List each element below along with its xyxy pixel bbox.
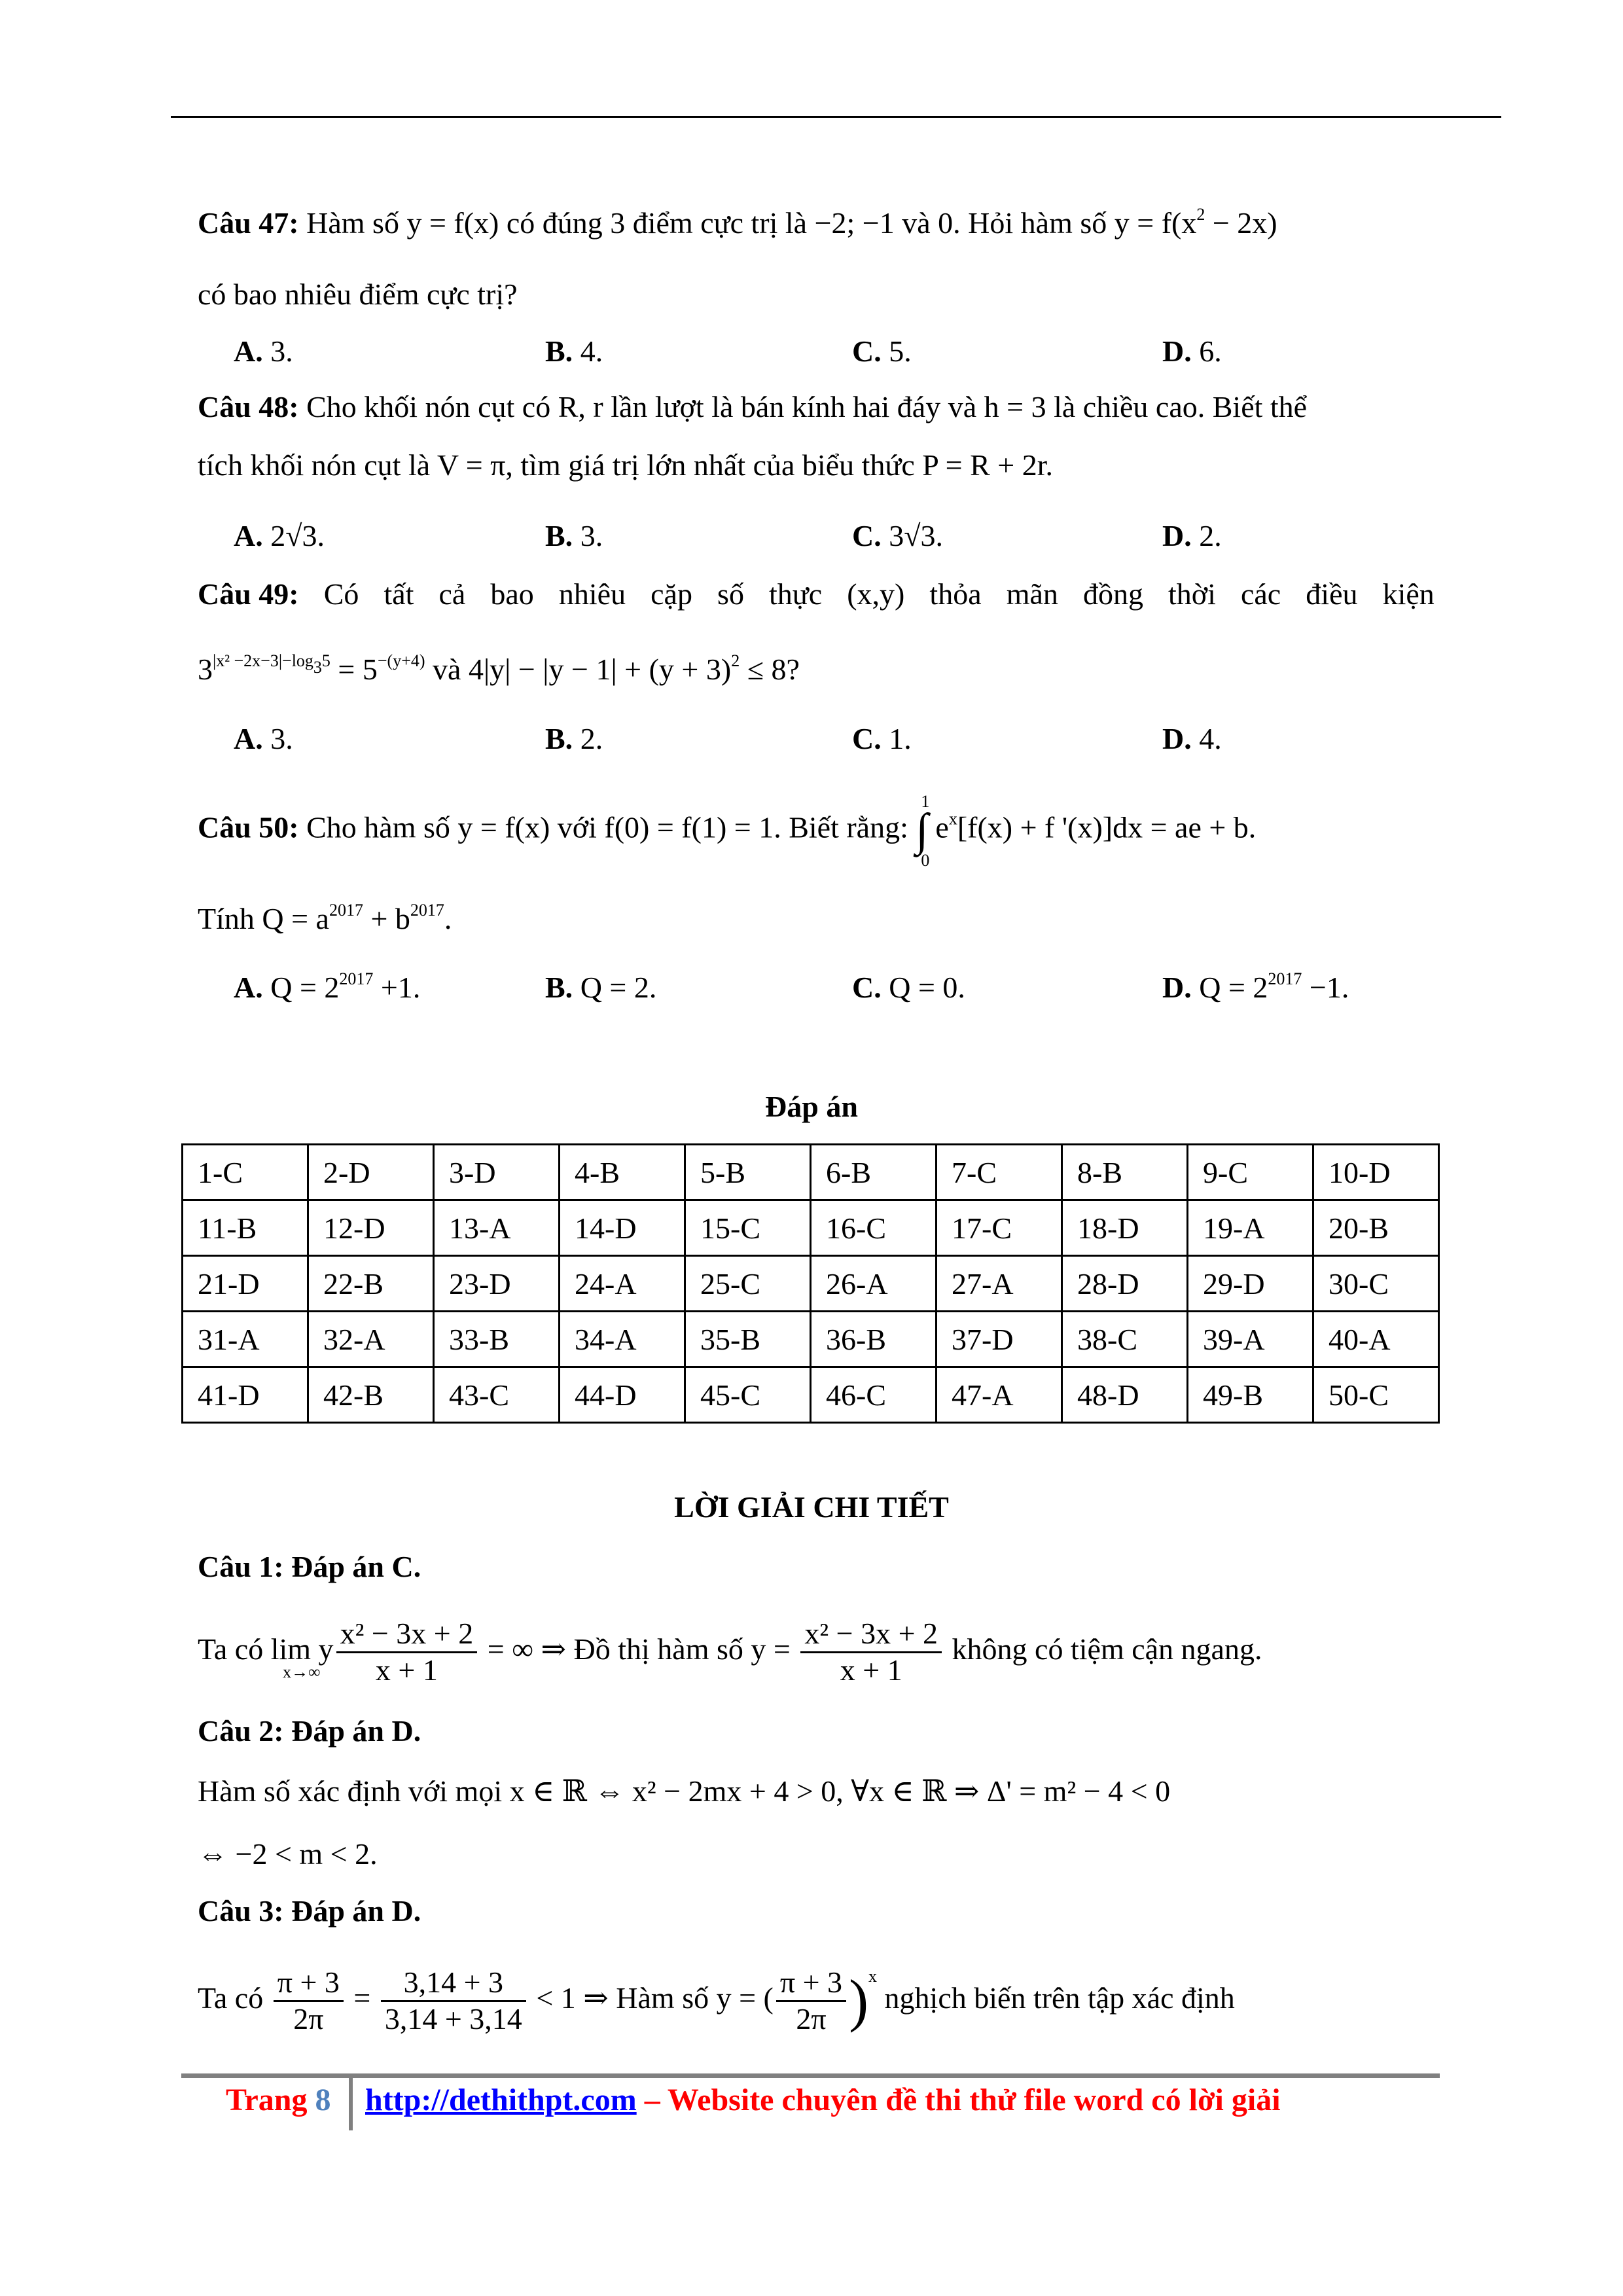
answer-cell: 23-D <box>434 1256 560 1312</box>
answer-cell: 49-B <box>1188 1367 1313 1423</box>
exponent: 2 <box>1196 205 1205 224</box>
question-word: (x,y) <box>847 577 905 611</box>
solution-text: nghịch biến trên tập xác định <box>877 1981 1235 2015</box>
fraction <box>274 1965 344 2037</box>
option-key: B. <box>545 722 573 755</box>
answer-cell: 32-A <box>308 1312 434 1367</box>
option-value: +1. <box>373 971 421 1004</box>
solution-text: < 1 ⇒ Hàm số y = ( <box>528 1981 774 2015</box>
answer-cell: 40-A <box>1313 1312 1439 1367</box>
solution-2-title: Câu 2: Đáp án D. <box>198 1714 421 1748</box>
answer-cell: 37-D <box>936 1312 1062 1367</box>
question-word: Có <box>323 577 359 611</box>
question-47 <box>198 205 1277 240</box>
question-label: Câu 48: <box>198 390 299 423</box>
answer-cell: 35-B <box>685 1312 811 1367</box>
option-value: 4. <box>1199 722 1222 755</box>
answer-cell: 2-D <box>308 1145 434 1200</box>
option-value: 6. <box>1199 334 1222 368</box>
answer-cell: 11-B <box>183 1200 308 1256</box>
option-b <box>545 724 603 754</box>
solution-text: Ta có lim y <box>198 1632 334 1666</box>
question-word: tất <box>383 577 414 611</box>
answer-cell: 48-D <box>1062 1367 1188 1423</box>
solution-text: = ∞ ⇒ Đồ thị hàm số y = <box>480 1632 798 1666</box>
answer-cell: 5-B <box>685 1145 811 1200</box>
option-key: C. <box>852 722 882 755</box>
answer-cell: 15-C <box>685 1200 811 1256</box>
answer-cell: 47-A <box>936 1367 1062 1423</box>
option-b <box>545 521 603 551</box>
fraction <box>336 1617 478 1688</box>
answer-cell: 29-D <box>1188 1256 1313 1312</box>
answer-cell: 20-B <box>1313 1200 1439 1256</box>
answer-cell: 3-D <box>434 1145 560 1200</box>
formula-text: và 4|y| − |y − 1| + (y + 3) <box>425 653 732 686</box>
solution-3-title: Câu 3: Đáp án D. <box>198 1894 421 1928</box>
option-value: 3√3. <box>889 519 943 552</box>
solutions-title: LỜI GIẢI CHI TIẾT <box>674 1490 949 1524</box>
option-key: B. <box>545 971 573 1004</box>
table-row <box>183 1200 1439 1256</box>
answer-cell: 8-B <box>1062 1145 1188 1200</box>
formula-exponent: |x² −2x−3|−log <box>213 651 313 670</box>
option-c <box>852 724 912 754</box>
answer-cell: 46-C <box>811 1367 936 1423</box>
question-text: − 2x) <box>1205 206 1277 240</box>
page-number <box>226 2085 330 2116</box>
option-value: Q = 2 <box>1199 971 1268 1004</box>
question-word: bao <box>490 577 534 611</box>
option-c <box>852 336 912 367</box>
page-num: 8 <box>315 2083 331 2117</box>
answer-cell: 25-C <box>685 1256 811 1312</box>
option-key: D. <box>1162 971 1192 1004</box>
answer-cell: 38-C <box>1062 1312 1188 1367</box>
option-key: C. <box>852 334 882 368</box>
option-key: D. <box>1162 519 1192 552</box>
question-label: Câu 47: <box>198 206 299 240</box>
denominator: x + 1 <box>375 1653 438 1687</box>
solution-text: = <box>346 1981 378 2015</box>
question-50 <box>198 792 1257 870</box>
question-word: điều <box>1306 577 1358 611</box>
solution-3-body: Ta có $\frac{\pi + 3}{2\pi}$ = $\frac{3,14 + 3}{3,14 + 3,14}$ < 1 ⇒ Hàm số y = ( $\frac{\pi + 3}{2\pi}$ )$^x$ nghịch biến trên tập xác định <box>198 1965 1235 2036</box>
option-key: D. <box>1162 722 1192 755</box>
formula-text: ≤ 8? <box>740 653 800 686</box>
answer-cell: 34-A <box>560 1312 685 1367</box>
option-key: B. <box>545 519 573 552</box>
answer-cell: 7-C <box>936 1145 1062 1200</box>
answer-cell: 39-A <box>1188 1312 1313 1367</box>
answer-cell: 44-D <box>560 1367 685 1423</box>
header-rule <box>171 116 1501 118</box>
formula-text: [f(x) + f '(x)]dx = ae + b. <box>957 810 1257 844</box>
question-word: kiện <box>1382 577 1435 611</box>
answer-cell: 16-C <box>811 1200 936 1256</box>
question-47-line2: có bao nhiêu điểm cực trị? <box>198 278 518 311</box>
option-d <box>1162 724 1222 754</box>
formula-exponent: 5 <box>321 651 330 670</box>
answer-cell: 33-B <box>434 1312 560 1367</box>
option-b <box>545 973 656 1003</box>
option-value: 3. <box>270 334 293 368</box>
question-text: + b <box>363 902 410 935</box>
exponent: 2017 <box>329 901 363 920</box>
formula-text: e <box>935 810 949 844</box>
numerator: π + 3 <box>274 1965 344 2002</box>
option-a <box>234 336 293 367</box>
option-d <box>1162 969 1349 1004</box>
exponent: 2017 <box>1268 969 1302 988</box>
question-word: thời <box>1168 577 1216 611</box>
answer-cell: 26-A <box>811 1256 936 1312</box>
question-label: Câu 50: <box>198 810 299 844</box>
option-key: D. <box>1162 334 1192 368</box>
exponent: x <box>948 809 957 829</box>
formula-exponent: −(y+4) <box>377 651 425 670</box>
answer-cell: 19-A <box>1188 1200 1313 1256</box>
page-label: Trang <box>226 2083 308 2117</box>
answer-cell: 41-D <box>183 1367 308 1423</box>
option-value: 1. <box>889 722 912 755</box>
option-c <box>852 973 965 1003</box>
option-key: A. <box>234 722 263 755</box>
solution-2-line1: Hàm số xác định với mọi x ∈ ℝ ⇔ x² − 2mx + 4 > 0, ∀x ∈ ℝ ⇒ Δ' = m² − 4 < 0 <box>198 1774 1171 1808</box>
integral-lower: 0 <box>921 851 930 870</box>
answer-cell: 18-D <box>1062 1200 1188 1256</box>
formula-exponent: 2 <box>731 651 740 670</box>
table-row <box>183 1145 1439 1200</box>
answer-cell: 10-D <box>1313 1145 1439 1200</box>
option-value: 2. <box>1199 519 1222 552</box>
answer-cell: 12-D <box>308 1200 434 1256</box>
answer-cell: 45-C <box>685 1367 811 1423</box>
option-a <box>234 724 293 754</box>
answer-cell: 22-B <box>308 1256 434 1312</box>
table-row <box>183 1312 1439 1367</box>
question-word: đồng <box>1082 577 1143 611</box>
answer-cell: 27-A <box>936 1256 1062 1312</box>
answer-cell: 21-D <box>183 1256 308 1312</box>
log-base: 3 <box>313 658 322 677</box>
answers-table <box>181 1143 1440 1424</box>
option-value: 2. <box>580 722 603 755</box>
footer-rule <box>181 2073 1440 2078</box>
numerator: π + 3 <box>776 1965 846 2002</box>
formula-base: 3 <box>198 653 213 686</box>
question-word: số <box>717 577 744 611</box>
answer-cell: 50-C <box>1313 1367 1439 1423</box>
question-text: . <box>444 902 452 935</box>
option-key: A. <box>234 519 263 552</box>
option-key: C. <box>852 519 882 552</box>
question-text: Tính Q = a <box>198 902 329 935</box>
exponent: x <box>868 1966 878 1986</box>
option-value: 4. <box>580 334 603 368</box>
limit-subscript: x→∞ <box>283 1662 321 1681</box>
answer-cell: 24-A <box>560 1256 685 1312</box>
formula-text: = 5 <box>330 653 378 686</box>
question-word: các <box>1240 577 1281 611</box>
answer-cell: 4-B <box>560 1145 685 1200</box>
fraction <box>381 1965 526 2037</box>
question-word: thỏa <box>929 577 982 611</box>
question-50-line2 <box>198 901 452 935</box>
denominator: 2π <box>796 2001 827 2036</box>
option-b <box>545 336 603 367</box>
answer-cell: 28-D <box>1062 1256 1188 1312</box>
question-label: Câu 49: <box>198 577 299 611</box>
question-word: cả <box>438 577 466 611</box>
question-word: nhiêu <box>558 577 626 611</box>
answer-cell: 17-C <box>936 1200 1062 1256</box>
question-word: mãn <box>1006 577 1058 611</box>
integral-sign: ∫ 1 0 <box>916 792 930 870</box>
option-value: Q = 2 <box>270 971 340 1004</box>
numerator: x² − 3x + 2 <box>800 1617 942 1653</box>
question-word: cặp <box>651 577 692 611</box>
answer-cell: 6-B <box>811 1145 936 1200</box>
question-48-line2: tích khối nón cụt là V = π, tìm giá trị lớn nhất của biểu thức P = R + 2r. <box>198 448 1053 482</box>
option-key: A. <box>234 971 263 1004</box>
exponent: 2017 <box>339 969 374 988</box>
option-value: 5. <box>889 334 912 368</box>
footer-text <box>365 2085 1281 2116</box>
option-d <box>1162 521 1222 551</box>
option-value: 3. <box>270 722 293 755</box>
question-text: Cho khối nón cụt có R, r lần lượt là bán kính hai đáy và h = 3 là chiều cao. Biết thể <box>306 390 1308 423</box>
option-value: −1. <box>1302 971 1349 1004</box>
footer-tagline: – Website chuyên đề thi thử file word có lời giải <box>636 2083 1281 2117</box>
question-word: thực <box>769 577 823 611</box>
answer-cell: 31-A <box>183 1312 308 1367</box>
answer-cell: 13-A <box>434 1200 560 1256</box>
answer-cell: 36-B <box>811 1312 936 1367</box>
numerator: x² − 3x + 2 <box>336 1617 478 1653</box>
table-row <box>183 1367 1439 1423</box>
answers-title: Đáp án <box>765 1090 858 1123</box>
website-link[interactable]: http://dethithpt.com <box>365 2083 637 2117</box>
option-value: 2√3. <box>270 519 325 552</box>
solution-text: Ta có <box>198 1981 271 2015</box>
question-49-formula <box>198 651 800 686</box>
integral-upper: 1 <box>921 792 930 811</box>
option-d <box>1162 336 1222 367</box>
fraction <box>776 1965 846 2037</box>
solution-1-title: Câu 1: Đáp án C. <box>198 1550 421 1583</box>
table-row <box>183 1256 1439 1312</box>
denominator: 3,14 + 3,14 <box>384 2001 522 2036</box>
solution-2-line2: ⇔ −2 < m < 2. <box>198 1837 378 1871</box>
option-value: Q = 2. <box>580 971 657 1004</box>
question-text: Hàm số y = f(x) có đúng 3 điểm cực trị là −2; −1 và 0. Hỏi hàm số y = f(x <box>306 206 1197 240</box>
answer-cell: 1-C <box>183 1145 308 1200</box>
answer-cell: 43-C <box>434 1367 560 1423</box>
answer-cell: 9-C <box>1188 1145 1313 1200</box>
question-48 <box>198 392 1307 422</box>
denominator: 2π <box>293 2001 324 2036</box>
option-key: A. <box>234 334 263 368</box>
option-a <box>234 969 421 1004</box>
answer-cell: 42-B <box>308 1367 434 1423</box>
solution-1-body <box>198 1617 1262 1688</box>
option-value: Q = 0. <box>889 971 965 1004</box>
option-value: 3. <box>580 519 603 552</box>
numerator: 3,14 + 3 <box>381 1965 526 2002</box>
question-text: Cho hàm số y = f(x) với f(0) = f(1) = 1. Biết rằng: <box>306 810 916 844</box>
exponent: 2017 <box>410 901 444 920</box>
option-c <box>852 521 943 551</box>
solution-text: không có tiệm cận ngang. <box>944 1632 1262 1666</box>
footer-separator <box>349 2078 353 2130</box>
denominator: x + 1 <box>840 1653 902 1687</box>
answer-cell: 30-C <box>1313 1256 1439 1312</box>
option-key: C. <box>852 971 882 1004</box>
answer-cell: 14-D <box>560 1200 685 1256</box>
option-key: B. <box>545 334 573 368</box>
option-a <box>234 521 325 551</box>
fraction <box>800 1617 942 1688</box>
question-49 <box>198 579 1435 609</box>
